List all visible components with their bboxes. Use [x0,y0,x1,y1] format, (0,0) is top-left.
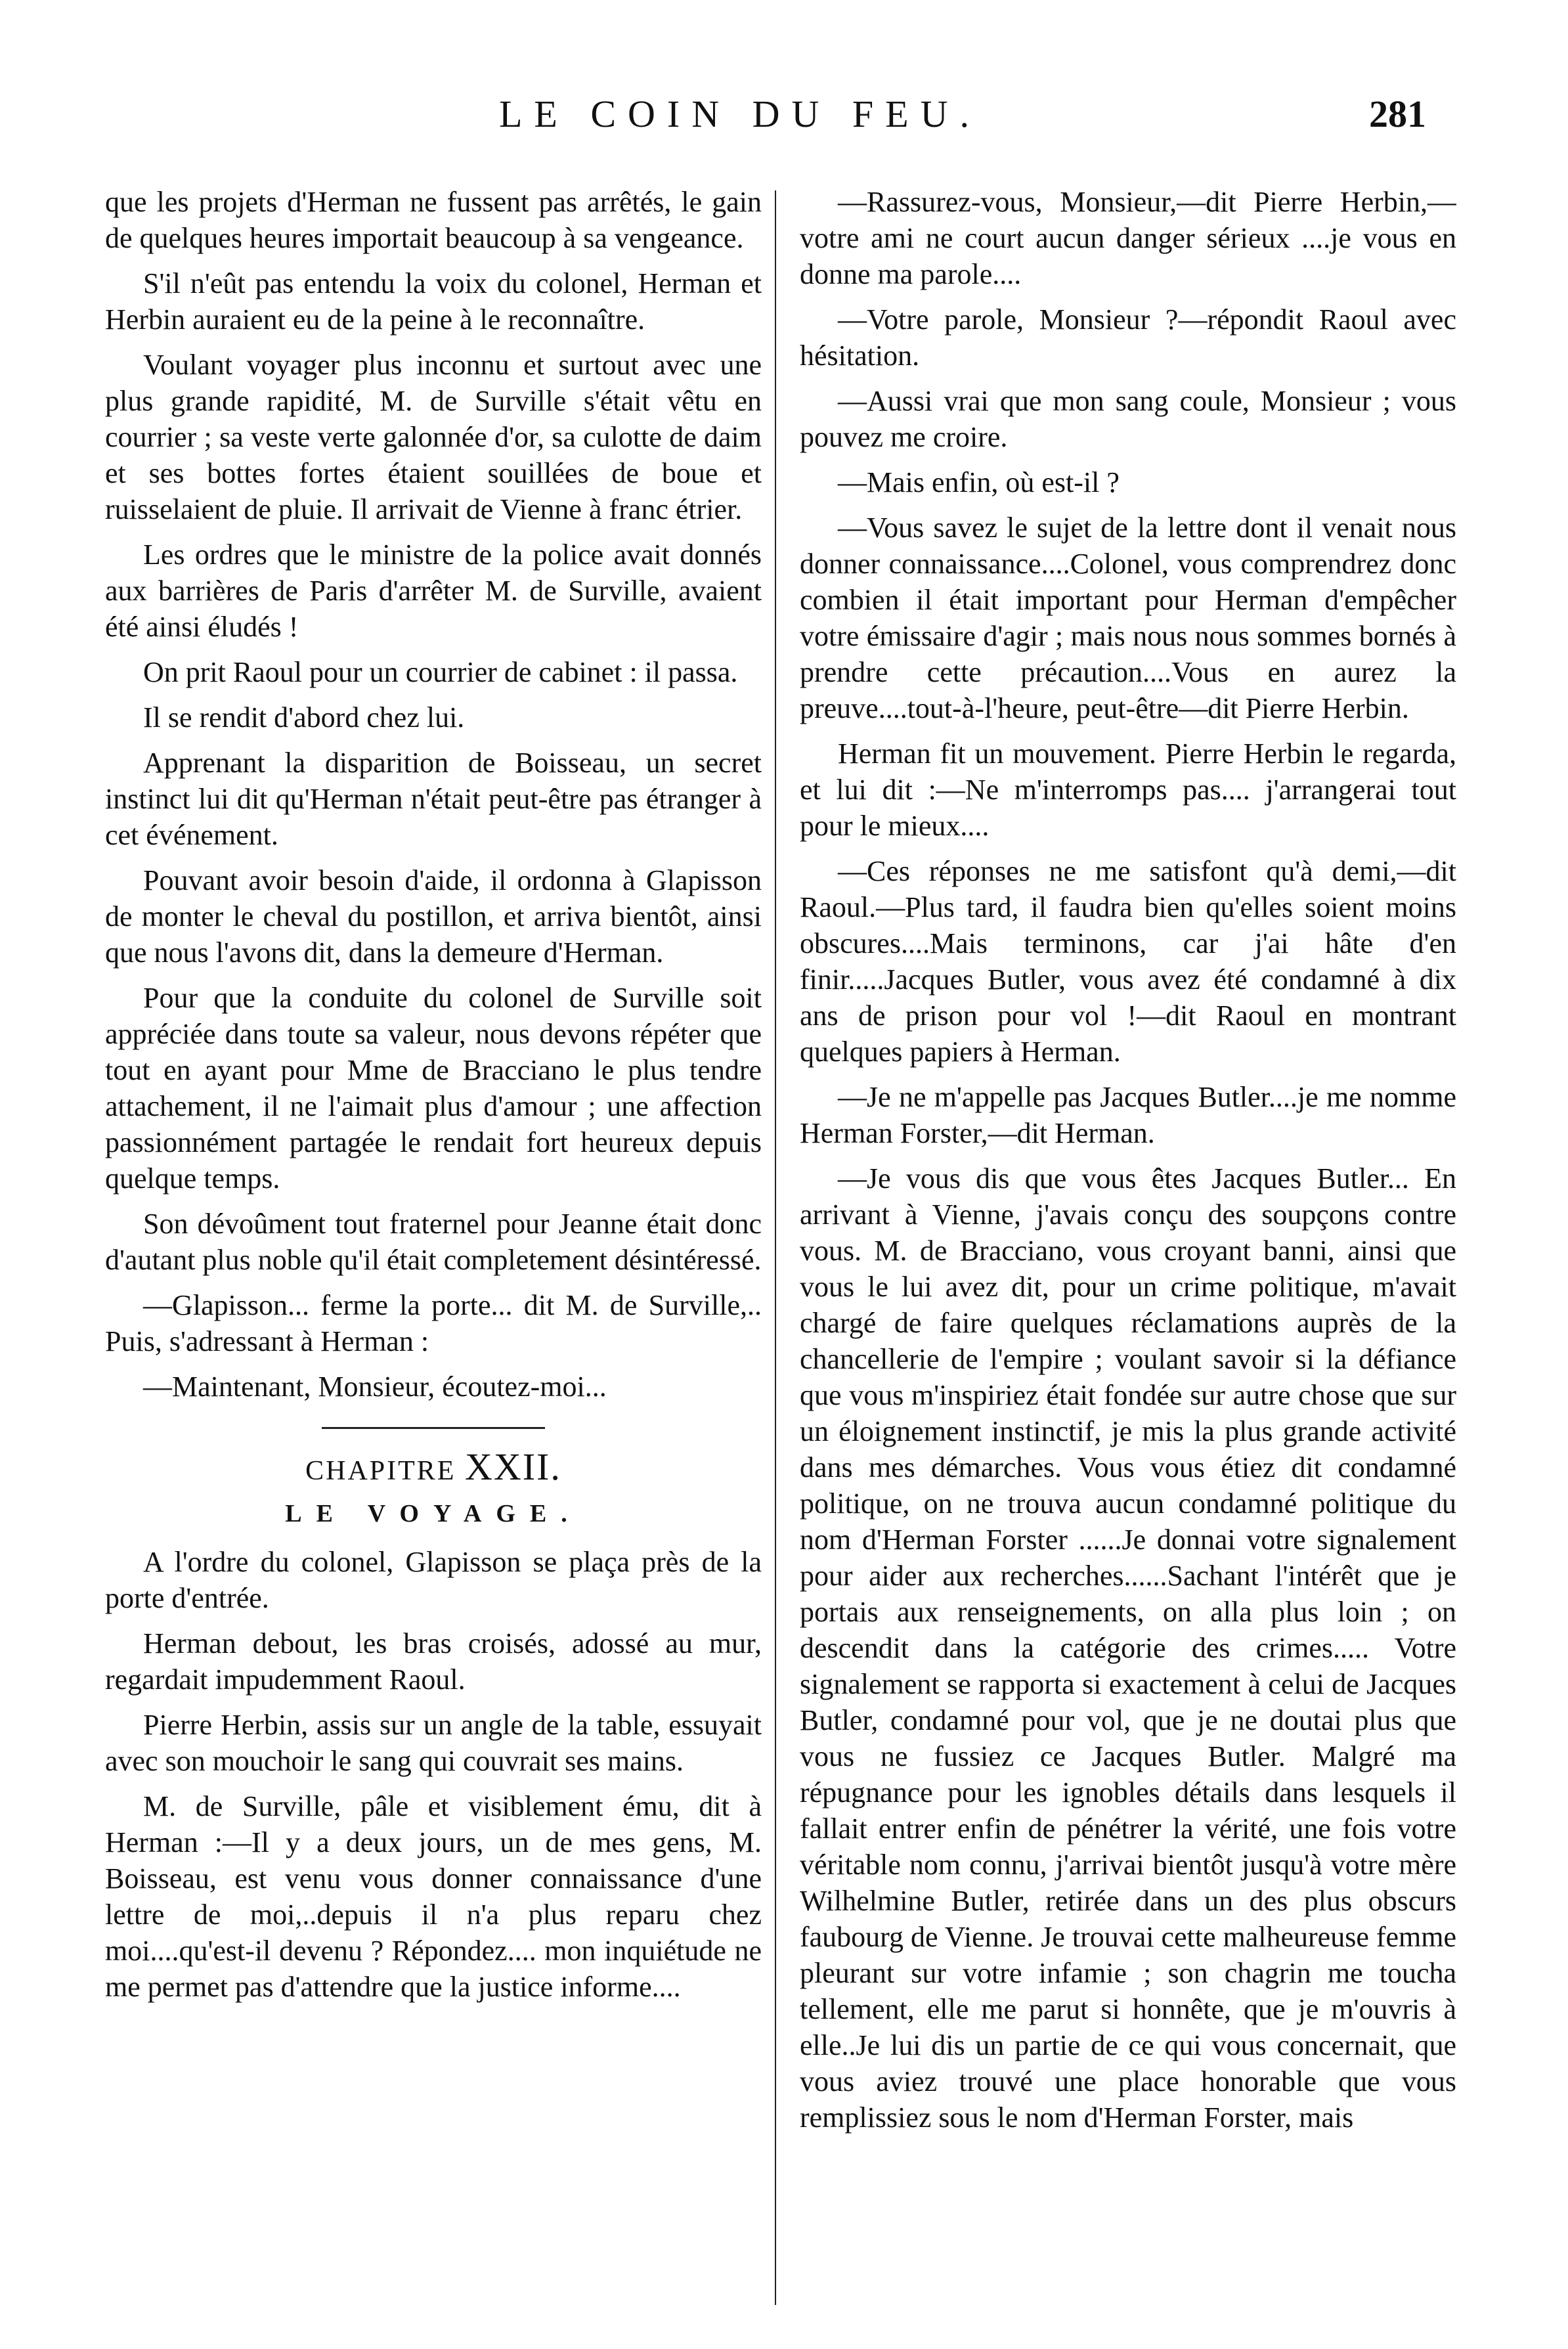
paragraph: que les projets d'Herman ne fussent pas arrêtés, le gain de quelques heures importait beaucoup à sa vengeance. [105,186,762,254]
paragraph: —Vous savez le sujet de la lettre dont il venait nous donner connaissance....Colonel, vous comprendrez donc combien il était important pour Herman d'empêcher votre émissaire d'agir ; mais nous nous sommes bornés à prendre cette précaution....Vous en aurez la preuve....tout-à-l'heure, peut-être—dit Pierre Herbin. [800,512,1456,724]
paragraph: Herman debout, les bras croisés, adossé au mur, regardait impudemment Raoul. [105,1627,762,1696]
paragraph: Son dévoûment tout fraternel pour Jeanne était donc d'autant plus noble qu'il était completement désintéressé. [105,1208,762,1276]
chapter-subtitle: LE VOYAGE. [285,1500,582,1527]
left-paragraphs-after-chapter [105,1544,762,2005]
paragraph: —Ces réponses ne me satisfont qu'à demi,—dit Raoul.—Plus tard, il faudra bien qu'elles soient moins obscures....Mais terminons, car j'ai hâte d'en finir.....Jacques Butler, vous avez été condamné à dix ans de prison pour vol !—dit Raoul en montrant quelques papiers à Herman. [800,855,1456,1068]
paragraph: Pouvant avoir besoin d'aide, il ordonna à Glapisson de monter le cheval du postillon, et arriva bientôt, ainsi que nous l'avons dit, dans la demeure d'Herman. [105,864,762,969]
chapter-heading [105,1445,762,1489]
paragraph: —Votre parole, Monsieur ?—répondit Raoul avec hésitation. [800,303,1456,372]
paragraph: Apprenant la disparition de Boisseau, un secret instinct lui dit qu'Herman n'était peut-être pas étranger à cet événement. [105,747,762,851]
paragraph: On prit Raoul pour un courrier de cabinet : il passa. [143,656,738,688]
paragraph: Pierre Herbin, assis sur un angle de la table, essuyait avec son mouchoir le sang qui couvrait ses mains. [105,1709,762,1777]
right-paragraphs [800,184,1456,2136]
running-title: LE COIN DU FEU. [499,93,981,135]
left-column [105,184,762,2325]
page-number: 281 [1369,93,1426,135]
paragraph: —Maintenant, Monsieur, écoutez-moi... [143,1371,607,1403]
right-column [800,184,1456,2325]
paragraph: Il se rendit d'abord chez lui. [143,701,465,734]
column-divider [775,190,776,2305]
paragraph: M. de Surville, pâle et visiblement ému, dit à Herman :—Il y a deux jours, un de mes gens, M. Boisseau, est venu vous donner connaissance d'une lettre de moi,..depuis il n'a plus reparu chez moi....qu'est-il devenu ? Répondez.... mon inquiétude ne me permet pas d'attendre que la justice informe.... [105,1790,762,2003]
left-paragraphs-before-chapter [105,184,762,1405]
paragraph: —Je ne m'appelle pas Jacques Butler....je me nomme Herman Forster,—dit Herman. [800,1081,1456,1149]
paragraph: —Rassurez-vous, Monsieur,—dit Pierre Herbin,—votre ami ne court aucun danger sérieux ....je vous en donne ma parole.... [800,186,1456,290]
paragraph: Pour que la conduite du colonel de Surville soit appréciée dans toute sa valeur, nous devons répéter que tout en ayant pour Mme de Bracciano le plus tendre attachement, il ne l'aimait plus d'amour ; une affection passionnément partagée le rendait fort heureux depuis quelque temps. [105,982,762,1195]
paragraph: —Glapisson... ferme la porte... dit M. de Surville,.. Puis, s'adressant à Herman : [105,1289,762,1357]
paragraph: Voulant voyager plus inconnu et surtout avec une plus grande rapidité, M. de Surville s'était vêtu en courrier ; sa veste verte galonnée d'or, sa culotte de daim et ses bottes fortes étaient souillées de boue et ruisselaient de pluie. Il arrivait de Vienne à franc étrier. [105,349,762,525]
paragraph: —Je vous dis que vous êtes Jacques Butler... En arrivant à Vienne, j'avais conçu des soupçons contre vous. M. de Bracciano, vous croyant banni, ainsi que vous le lui avez dit, pour un crime politique, m'avait chargé de faire quelques réclamations auprès de la chancellerie de l'empire ; voulant savoir si la défiance que vous m'inspiriez était fondée sur autre chose que sur un éloignement instinctif, je mis la plus grande activité dans mes démarches. Vous vous étiez dit condamné politique, on ne trouva aucun condamné politique du nom d'Herman Forster ......Je donnai votre signalement pour aider aux recherches......Sachant l'intérêt que je portais aux renseignements, on alla plus loin ; on descendit dans la catégorie des crimes..... Votre signalement se rapporta si exactement à celui de Jacques Butler, condamné pour vol, que je ne doutai plus que vous ne fussiez ce Jacques Butler. Malgré ma répugnance pour les ignobles détails dans lesquels il fallait entrer enfin de pénétrer la vérité, une fois votre véritable nom connu, j'arrivai bientôt jusqu'à votre mère Wilhelmine Butler, retirée dans un des plus obscurs faubourg de Vienne. Je trouvai cette malheureuse femme pleurant sur votre infamie ; son chagrin me toucha tellement, elle me parut si honnête, que je m'ouvris à elle..Je lui dis un partie de ce qui vous concernait, que vous aviez trouvé une place honorable que vous remplissiez sous le nom d'Herman Forster, mais [800,1162,1456,2134]
paragraph: —Mais enfin, où est-il ? [838,466,1120,498]
paragraph: Les ordres que le ministre de la police avait donnés aux barrières de Paris d'arrêter M. de Surville, avaient été ainsi éludés ! [105,538,762,643]
paragraph: Herman fit un mouvement. Pierre Herbin le regarda, et lui dit :—Ne m'interromps pas.... j'arrangerai tout pour le mieux.... [800,737,1456,842]
chapter-number: XXII. [464,1445,561,1488]
paragraph: A l'ordre du colonel, Glapisson se plaça près de la porte d'entrée. [105,1546,762,1614]
chapter-rule [322,1427,545,1429]
page-header [0,92,1568,164]
paragraph: —Aussi vrai que mon sang coule, Monsieur ; vous pouvez me croire. [800,385,1456,453]
paragraph: S'il n'eût pas entendu la voix du colonel, Herman et Herbin auraient eu de la peine à le reconnaître. [105,267,762,336]
chapter-label: CHAPITRE [305,1456,456,1486]
